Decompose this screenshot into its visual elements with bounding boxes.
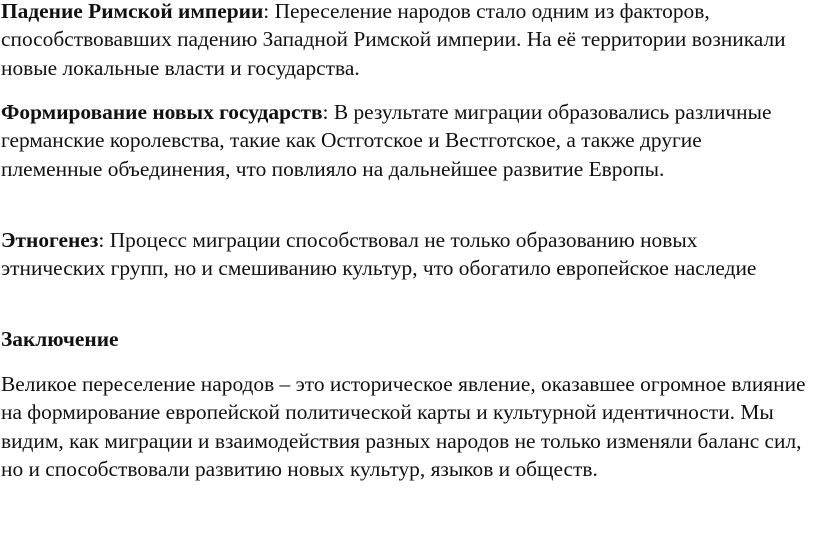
paragraph-heading: Этногенез xyxy=(1,228,99,252)
paragraph-new-states xyxy=(1,98,801,183)
paragraph-text: В результате миграции образовались различные германские королевства, такие как Остготское и Вестготское, а также другие племенные объединения, что повлияло на дальнейшее развитие Европы. xyxy=(1,100,772,181)
conclusion-heading: Заключение xyxy=(1,327,119,351)
conclusion-text: Великое переселение народов – это историческое явление, оказавшее огромное влияние на формирование европейской политической карты и культурной идентичности. Мы видим, как миграции и взаимодействия разных народов не только изменяли баланс сил, но и способствовали развитию новых культур, языков и обществ. xyxy=(1,372,806,481)
heading-separator: : xyxy=(263,0,270,23)
heading-separator: : xyxy=(98,228,105,252)
paragraph-text: Процесс миграции способствовал не только образованию новых этнических групп, но и смешиванию культур, что обогатило европейское наследие xyxy=(1,228,757,281)
paragraph-ethnogenesis xyxy=(1,226,801,283)
paragraph-heading: Формирование новых государств xyxy=(1,100,323,124)
paragraph-heading: Падение Римской империи xyxy=(1,0,264,23)
paragraph-fall-of-rome xyxy=(1,0,801,82)
paragraph-text: Переселение народов стало одним из факторов, способствовавших падению Западной Римской империи. На её территории возникали новые локальные власти и государства. xyxy=(1,0,786,80)
heading-separator: : xyxy=(322,100,329,124)
